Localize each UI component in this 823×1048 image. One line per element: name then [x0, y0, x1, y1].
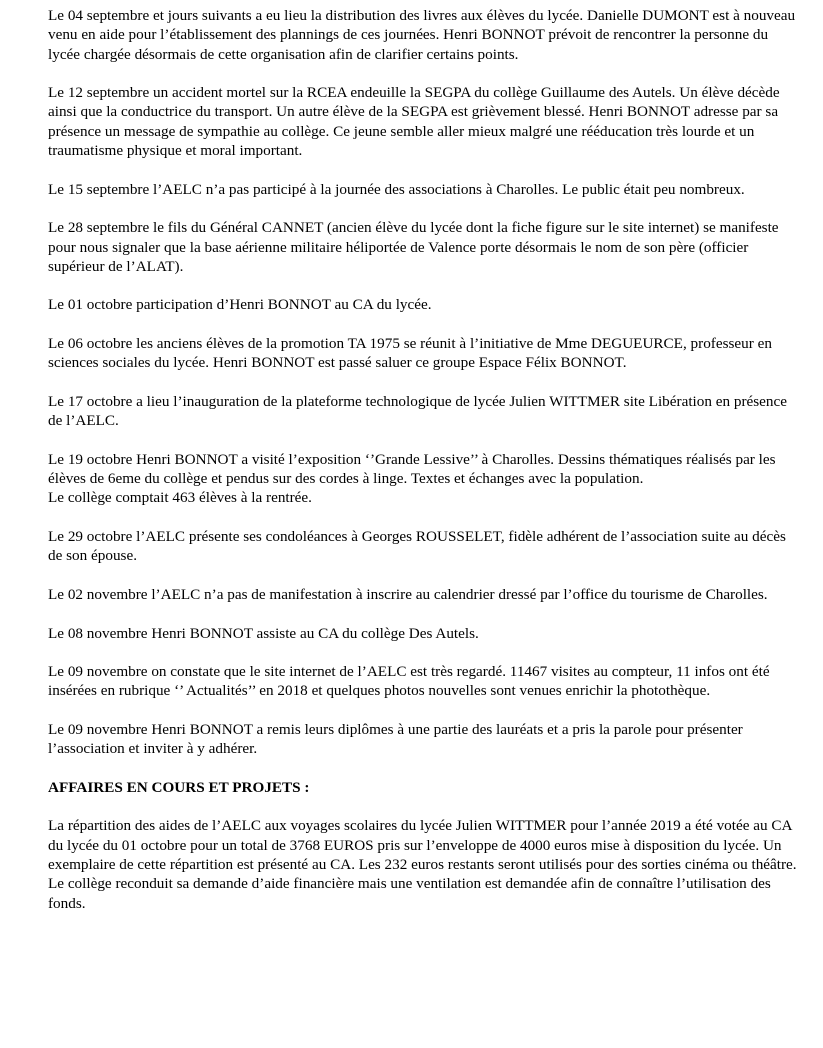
section-heading-affaires: AFFAIRES EN COURS ET PROJETS :	[48, 778, 310, 796]
paragraph-15-septembre: Le 15 septembre l’AELC n’a pas participé à la journée des associations à Charolles. Le public était peu nombreux.	[48, 180, 745, 198]
document-page	[48, 6, 800, 913]
paragraph-08-novembre: Le 08 novembre Henri BONNOT assiste au CA du collège Des Autels.	[48, 624, 479, 642]
paragraph-12-septembre: Le 12 septembre un accident mortel sur la RCEA endeuille la SEGPA du collège Guillaume des Autels. Un élève décède ainsi que la conductrice du transport. Un autre élève de la SEGPA est grièvement blessé. Henri BONNOT adresse par sa présence un message de sympathie au collège. Ce jeune semble aller mieux malgré une rééducation très lourde et un traumatisme physique et moral important.	[48, 84, 780, 160]
paragraph-04-septembre: Le 04 septembre et jours suivants a eu lieu la distribution des livres aux élèves du lycée. Danielle DUMONT est à nouveau venu en aide pour l’établissement des plannings de ces journées. Henri BONNOT prévoit de rencontrer la personne du lycée chargée désormais de cette organisation afin de clarifier certains points.	[48, 7, 796, 63]
paragraph-college-eleves: Le collège comptait 463 élèves à la rentrée.	[48, 489, 312, 507]
paragraph-02-novembre: Le 02 novembre l’AELC n’a pas de manifestation à inscrire au calendrier dressé par l’office du tourisme de Charolles.	[48, 585, 768, 603]
paragraph-01-octobre: Le 01 octobre participation d’Henri BONNOT au CA du lycée.	[48, 296, 432, 314]
paragraph-19-octobre: Le 19 octobre Henri BONNOT a visité l’exposition ‘’Grande Lessive’’ à Charolles. Dessins thématiques réalisés par les élèves de 6eme du collège et pendus sur des cordes à linge. Textes et échanges avec la population.	[48, 450, 776, 488]
paragraph-29-octobre: Le 29 octobre l’AELC présente ses condoléances à Georges ROUSSELET, fidèle adhérent de l’association suite au décès de son épouse.	[48, 528, 786, 565]
paragraph-06-octobre: Le 06 octobre les anciens élèves de la promotion TA 1975 se réunit à l’initiative de Mme DEGUEURCE, professeur en sciences sociales du lycée. Henri BONNOT est passé saluer ce groupe Espace Félix BONNOT.	[48, 335, 772, 372]
paragraph-28-septembre: Le 28 septembre le fils du Général CANNET (ancien élève du lycée dont la fiche figure sur le site internet) se manifeste pour nous signaler que la base aérienne militaire héliportée de Valence porte désormais le nom de son père (officier supérieur de l’ALAT).	[48, 219, 779, 275]
paragraph-09-novembre-diplomes: Le 09 novembre Henri BONNOT a remis leurs diplômes à une partie des lauréats et a pris la parole pour présenter l’association et inviter à y adhérer.	[48, 720, 743, 758]
paragraph-17-octobre: Le 17 octobre a lieu l’inauguration de la plateforme technologique de lycée Julien WITTMER site Libération en présence de l’AELC.	[48, 392, 787, 430]
paragraph-repartition-aides: La répartition des aides de l’AELC aux voyages scolaires du lycée Julien WITTMER pour l’année 2019 a été votée au CA du lycée du 01 octobre pour un total de 3768 EUROS pris sur l’enveloppe de 4000 euros mise à disposition du lycée. Un exemplaire de cette répartition est présenté au CA. Les 232 euros restants seront utilisés pour des sorties cinéma ou théâtre.	[48, 817, 797, 874]
paragraph-09-novembre-site: Le 09 novembre on constate que le site internet de l’AELC est très regardé. 11467 visites au compteur, 11 infos ont été insérées en rubrique ‘’ Actualités’’ en 2018 et quelques photos nouvelles sont venues enrichir la photothèque.	[48, 663, 770, 700]
paragraph-college-demande: Le collège reconduit sa demande d’aide financière mais une ventilation est demandée afin de connaître l’utilisation des fonds.	[48, 875, 771, 912]
